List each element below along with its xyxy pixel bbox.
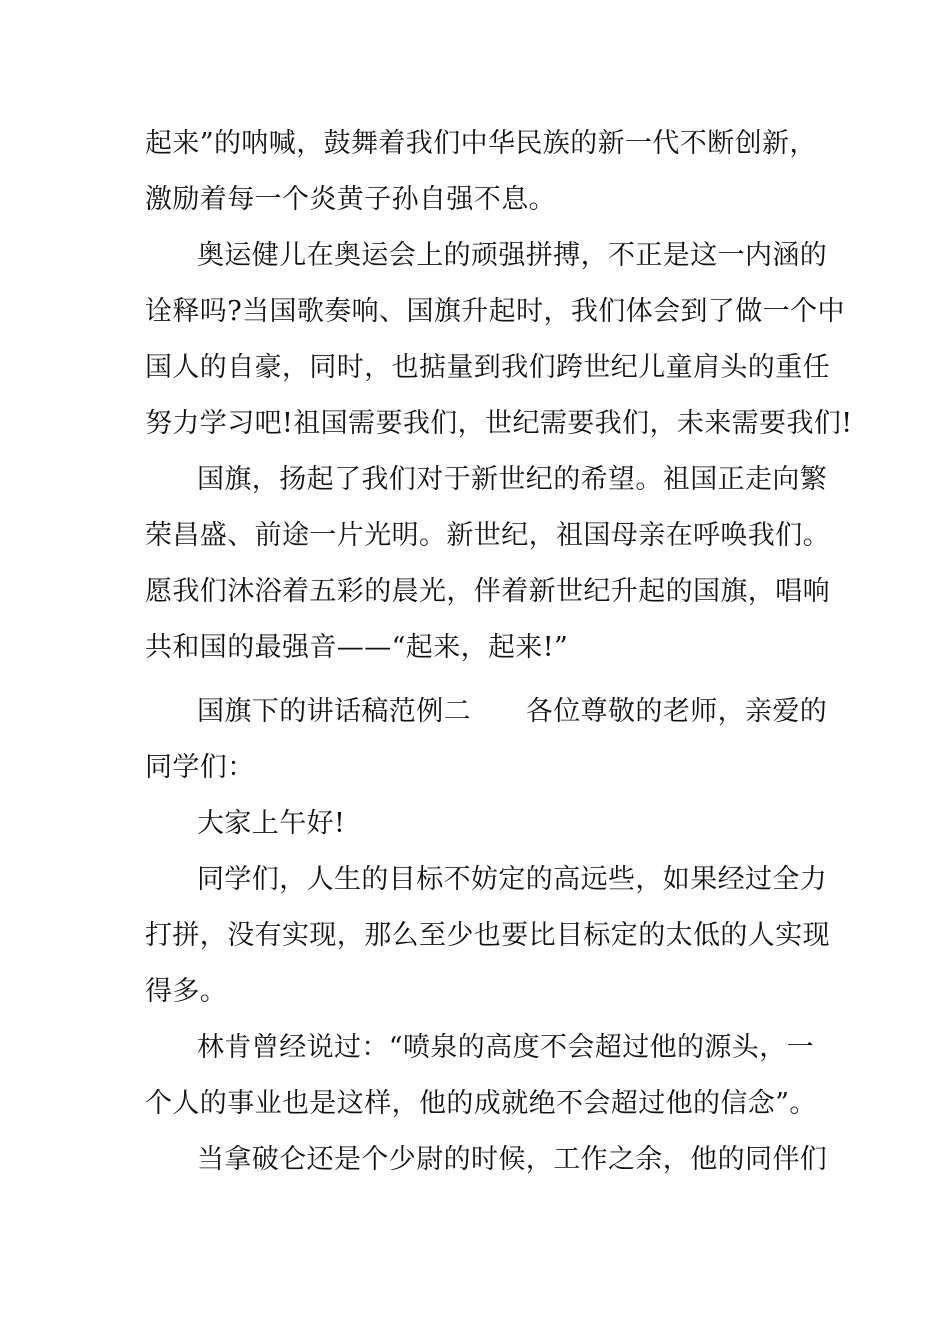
text-line: 诠释吗?当国歌奏响、国旗升起时，我们体会到了做一个中 (145, 296, 845, 327)
text-line: 激励着每一个炎黄子孙自强不息。 (145, 184, 556, 215)
text-line: 起来”的呐喊，鼓舞着我们中华民族的新一代不断创新， (145, 128, 817, 159)
text-line: 愿我们沐浴着五彩的晨光，伴着新世纪升起的国旗，唱响 (145, 576, 830, 607)
text-line: 努力学习吧!祖国需要我们，世纪需要我们，未来需要我们! (145, 408, 853, 439)
paragraph-first-line: 同学们，人生的目标不妨定的高远些，如果经过全力 (197, 864, 828, 895)
greeting-line: 大家上午好! (197, 808, 346, 839)
text-line: 个人的事业也是这样，他的成就绝不会超过他的信念”。 (145, 1088, 817, 1119)
paragraph-first-line: 当拿破仑还是个少尉的时候，工作之余，他的同伴们 (197, 1144, 828, 1175)
text-line: 共和国的最强音——“起来，起来!” (145, 632, 569, 663)
text-line: 国人的自豪，同时，也掂量到我们跨世纪儿童肩头的重任 (145, 352, 830, 383)
text-line: 同学们： (145, 752, 255, 783)
paragraph-first-line: 奥运健儿在奥运会上的顽强拼搏，不正是这一内涵的 (197, 240, 828, 271)
paragraph-first-line: 林肯曾经说过：“喷泉的高度不会超过他的源头，一 (197, 1032, 815, 1063)
text-line: 荣昌盛、前途一片光明。新世纪，祖国母亲在呼唤我们。 (145, 520, 830, 551)
text-line: 打拼，没有实现，那么至少也要比目标定的太低的人实现 (145, 920, 830, 951)
section-heading-line: 国旗下的讲话稿范例二 各位尊敬的老师，亲爱的 (197, 696, 828, 727)
text-line: 得多。 (145, 976, 228, 1007)
paragraph-first-line: 国旗，扬起了我们对于新世纪的希望。祖国正走向繁 (197, 464, 828, 495)
